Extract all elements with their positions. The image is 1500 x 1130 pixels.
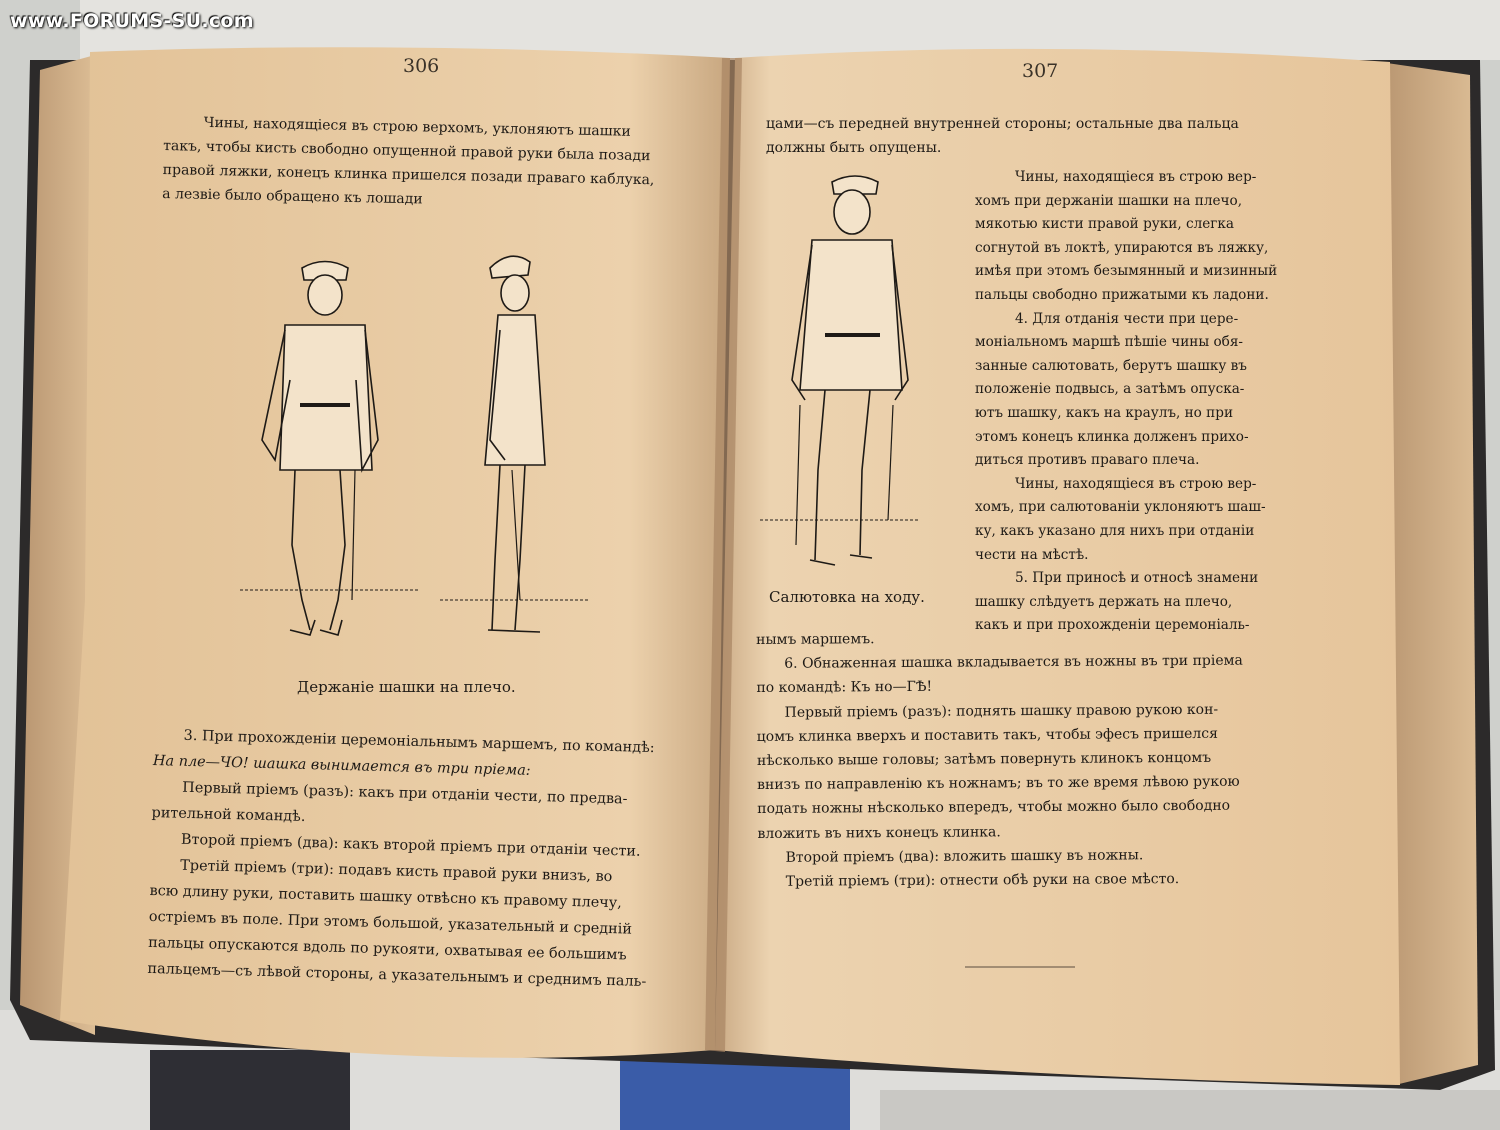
- text-line: Чины, находящіеся въ строю вер-: [1015, 475, 1257, 492]
- text-line: 5. При приносѣ и относѣ знамени: [1015, 570, 1259, 587]
- text-line: подать ножны нѣсколько впередъ, чтобы можно было свободно: [757, 798, 1231, 818]
- text-line: а лезвіе было обращено къ лошади: [162, 185, 423, 208]
- text-line: нымъ маршемъ.: [756, 631, 875, 648]
- watermark-text: www.FORUMS-SU.com: [10, 10, 254, 32]
- text-line: моніальномъ маршѣ пѣшіе чины обя-: [975, 334, 1244, 351]
- text-line: остріемъ въ поле. При этомъ большой, указательный и средній: [148, 908, 633, 938]
- text-line: шашку слѣдуетъ держать на плечо,: [975, 593, 1233, 610]
- text-line: Чины, находящіеся въ строю верхомъ, уклоняютъ шашки: [203, 114, 631, 140]
- text-line: пальцы опускаются вдоль по рукояти, охватывая ее большимъ: [148, 934, 627, 964]
- text-line: какъ и при прохожденіи церемоніаль-: [975, 617, 1250, 634]
- text-line: всю длину руки, поставить шашку отвѣсно къ правому плечу,: [149, 882, 623, 912]
- text-line: положеніе подвысь, а затѣмъ опуска-: [975, 381, 1245, 398]
- text-line: занные салютовать, берутъ шашку въ: [975, 357, 1247, 374]
- text-line: Третій пріемъ (три): отнести обѣ руки на свое мѣсто.: [785, 871, 1180, 890]
- right-bottom-text: [756, 625, 1244, 895]
- text-line: согнутой въ локтѣ, упираются въ ляжку,: [975, 239, 1269, 256]
- newspaper-text-strip: [880, 1090, 1500, 1130]
- text-line: чести на мѣстѣ.: [975, 546, 1089, 563]
- text-line: этомъ конецъ клинка долженъ прихо-: [975, 428, 1249, 445]
- text-line: хомъ при держаніи шашки на плечо,: [975, 192, 1243, 209]
- left-page-number: 306: [403, 55, 440, 77]
- text-line: имѣя при этомъ безымянный и мизинный: [975, 263, 1278, 280]
- left-section-3-text: [147, 722, 655, 995]
- text-line: нѣсколько выше головы; затѣмъ повернуть клинокъ концомъ: [756, 749, 1212, 770]
- text-line: правой ляжки, конецъ клинка пришелся позади праваго каблука,: [162, 161, 655, 189]
- right-top-text: [766, 112, 1239, 160]
- text-line: диться противъ праваго плеча.: [975, 452, 1200, 469]
- text-line: Первый пріемъ (разъ): поднять шашку правою рукою кон-: [784, 701, 1219, 721]
- text-line: 4. Для отданія чести при цере-: [1015, 310, 1239, 327]
- text-line: хомъ, при салютованіи уклоняютъ шаш-: [975, 499, 1266, 516]
- text-line: ютъ шашку, какъ на краулъ, но при: [975, 404, 1234, 421]
- right-page-number: 307: [1022, 60, 1059, 82]
- text-line: 3. При прохожденіи церемоніальнымъ маршемъ, по командѣ:: [183, 727, 655, 757]
- text-line: Чины, находящіеся въ строю вер-: [1015, 169, 1257, 185]
- text-line: пальцемъ—съ лѣвой стороны, а указательнымъ и среднимъ паль-: [147, 960, 647, 990]
- text-line: Второй пріемъ (два): какъ второй пріемъ при отданіи чести.: [180, 831, 641, 860]
- left-intro-text: [162, 110, 656, 216]
- text-line: ку, какъ указано для нихъ при отданіи: [975, 522, 1255, 539]
- text-line: Второй пріемъ (два): вложить шашку въ ножны.: [785, 847, 1144, 866]
- text-line: На пле—ЧО! шашка вынимается въ три пріема:: [152, 752, 531, 779]
- newspaper-blue-patch: [620, 1060, 850, 1130]
- text-line: вложить въ нихъ конецъ клинка.: [757, 823, 1001, 842]
- text-line: внизъ по направленію къ ножнамъ; въ то же время лѣвою рукою: [757, 773, 1240, 794]
- right-column-text: [975, 166, 1277, 638]
- text-line: такъ, чтобы кисть свободно опущенной правой руки была позади: [163, 137, 651, 165]
- text-line: цомъ клинка вверхъ и поставить такъ, чтобы эфесъ пришелся: [756, 725, 1218, 745]
- text-line: Первый пріемъ (разъ): какъ при отданіи чести, по предва-: [182, 779, 628, 808]
- text-line: рительной командѣ.: [151, 804, 306, 825]
- text-line: 6. Обнаженная шашка вкладывается въ ножны въ три пріема: [784, 652, 1243, 673]
- newspaper-dark-band: [150, 1050, 350, 1130]
- text-line: по командѣ: Къ но—ГѢ!: [756, 679, 933, 697]
- text-line: Третій пріемъ (три): подавъ кисть правой руки внизъ, во: [180, 857, 613, 886]
- text-line: мякотью кисти правой руки, слегка: [975, 216, 1234, 233]
- left-figure-caption: Держаніе шашки на плечо.: [297, 678, 516, 696]
- text-line: пальцы свободно прижатыми къ ладони.: [975, 286, 1269, 303]
- text-line: цами—съ передней внутренней стороны; остальные два пальца: [766, 116, 1239, 132]
- right-figure-caption: Салютовка на ходу.: [769, 588, 925, 606]
- text-line: должны быть опущены.: [766, 140, 942, 156]
